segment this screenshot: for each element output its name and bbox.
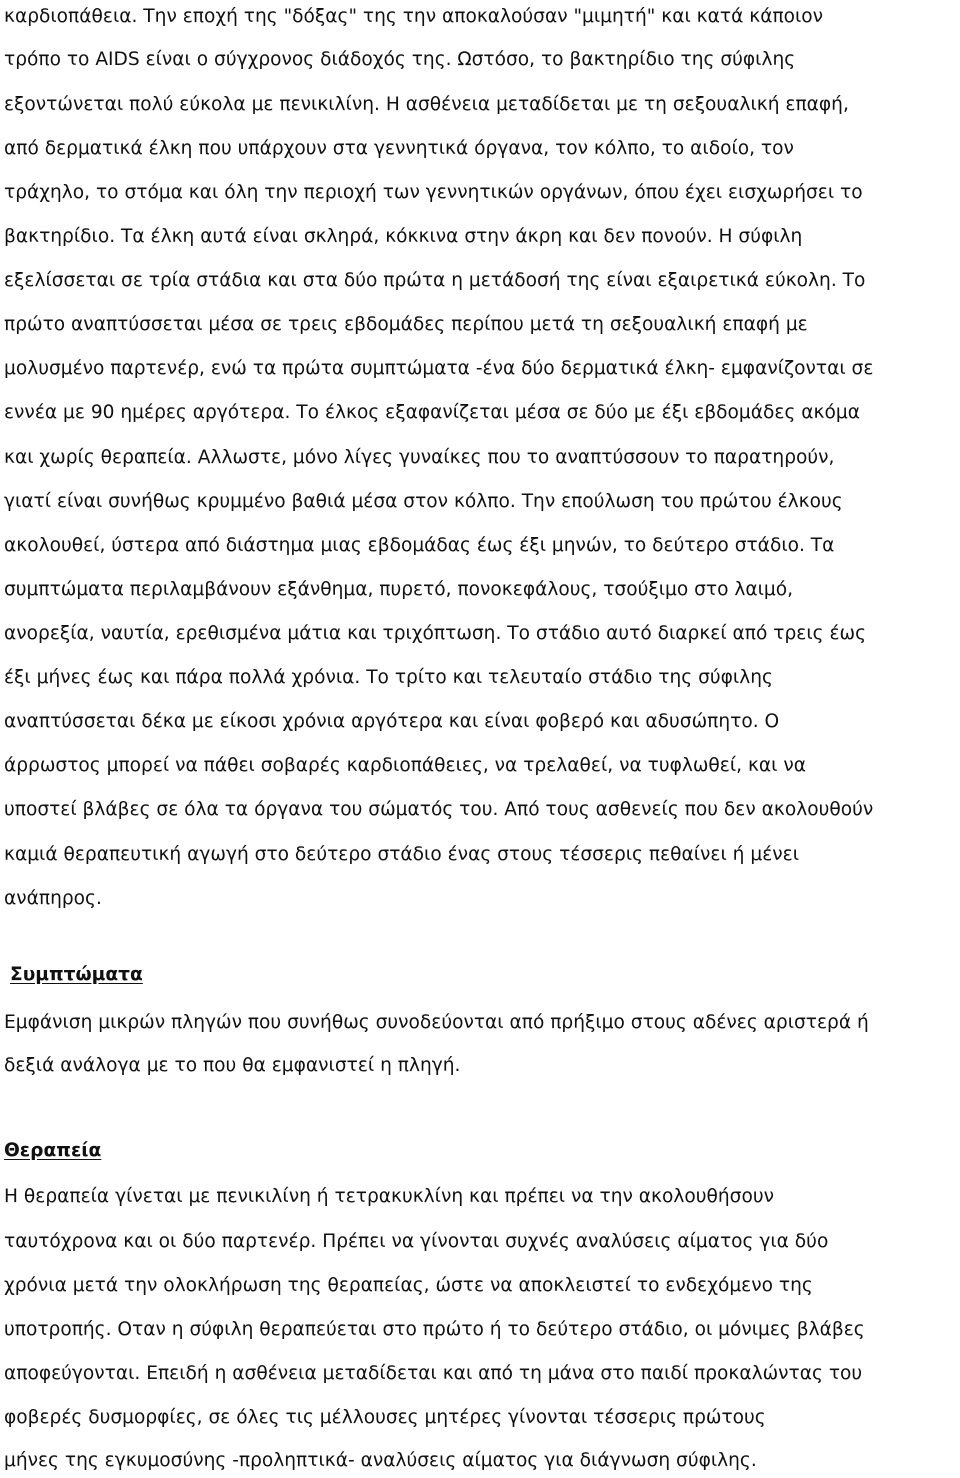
paragraph-line: καμιά θεραπευτική αγωγή στο δεύτερο στάδιο ένας στους τέσσερις πεθαίνει ή μένει: [4, 844, 799, 865]
therapy-line: χρόνια μετά την ολοκλήρωση της θεραπείας, ώστε να αποκλειστεί το ενδεχόμενο της: [4, 1275, 813, 1296]
therapy-heading: Θεραπεία: [4, 1140, 102, 1161]
therapy-line: ταυτόχρονα και οι δύο παρτενέρ. Πρέπει να γίνονται συχνές αναλύσεις αίματος για δύο: [4, 1231, 829, 1252]
paragraph-line: έξι μήνες έως και πάρα πολλά χρόνια. Το τρίτο και τελευταίο στάδιο της σύφιλης: [4, 667, 773, 688]
symptoms-heading: Συμπτώματα: [10, 964, 143, 985]
paragraph-line: τράχηλο, το στόμα και όλη την περιοχή των γεννητικών οργάνων, όπου έχει εισχωρήσει το: [4, 182, 863, 203]
paragraph-line: τρόπο το AIDS είναι ο σύγχρονος διάδοχός της. Ωστόσο, το βακτηρίδιο της σύφιλης: [4, 49, 796, 70]
paragraph-line: μολυσμένο παρτενέρ, ενώ τα πρώτα συμπτώματα -ένα δύο δερματικά έλκη- εμφανίζονται σε: [4, 358, 874, 379]
paragraph-line: ακολουθεί, ύστερα από διάστημα μιας εβδομάδας έως έξι μηνών, το δεύτερο στάδιο. Τα: [4, 535, 835, 556]
paragraph-line: πρώτο αναπτύσσεται μέσα σε τρεις εβδομάδες περίπου μετά τη σεξουαλική επαφή με: [4, 314, 808, 335]
paragraph-line: αναπτύσσεται δέκα με είκοσι χρόνια αργότερα και είναι φοβερό και αδυσώπητο. Ο: [4, 711, 780, 732]
symptoms-line: Εμφάνιση μικρών πληγών που συνήθως συνοδεύονται από πρήξιμο στους αδένες αριστερά ή: [4, 1012, 869, 1033]
paragraph-line: καρδιοπάθεια. Την εποχή της "δόξας" της την αποκαλούσαν "μιμητή" και κατά κάποιον: [4, 6, 824, 27]
therapy-line: μήνες της εγκυμοσύνης -προληπτικά- αναλύσεις αίματος για διάγνωση σύφιλης.: [4, 1450, 757, 1471]
therapy-line: αποφεύγονται. Επειδή η ασθένεια μεταδίδεται και από τη μάνα στο παιδί προκαλώντας του: [4, 1363, 863, 1384]
paragraph-line: εξελίσσεται σε τρία στάδια και στα δύο πρώτα η μετάδοσή της είναι εξαιρετικά εύκολη. Το: [4, 270, 866, 291]
therapy-line: υποτροπής. Οταν η σύφιλη θεραπεύεται στο πρώτο ή το δεύτερο στάδιο, οι μόνιμες βλάβες: [4, 1319, 865, 1340]
therapy-line: φοβερές δυσμορφίες, σε όλες τις μέλλουσες μητέρες γίνονται τέσσερις πρώτους: [4, 1407, 766, 1428]
paragraph-line: βακτηρίδιο. Τα έλκη αυτά είναι σκληρά, κόκκινα στην άκρη και δεν πονούν. Η σύφιλη: [4, 226, 803, 247]
paragraph-line: ανάπηρος.: [4, 888, 102, 909]
paragraph-line: εξοντώνεται πολύ εύκολα με πενικιλίνη. Η ασθένεια μεταδίδεται με τη σεξουαλική επαφή,: [4, 94, 849, 115]
paragraph-line: υποστεί βλάβες σε όλα τα όργανα του σώματός του. Από τους ασθενείς που δεν ακολουθούν: [4, 799, 874, 820]
paragraph-line: συμπτώματα περιλαμβάνουν εξάνθημα, πυρετό, πονοκεφάλους, τσούξιμο στο λαιμό,: [4, 579, 794, 600]
paragraph-line: άρρωστος μπορεί να πάθει σοβαρές καρδιοπάθειες, να τρελαθεί, να τυφλωθεί, και να: [4, 755, 807, 776]
paragraph-line: εννέα με 90 ημέρες αργότερα. Το έλκος εξαφανίζεται μέσα σε δύο με έξι εβδομάδες ακόμα: [4, 402, 860, 423]
paragraph-line: γιατί είναι συνήθως κρυμμένο βαθιά μέσα στον κόλπο. Την επούλωση του πρώτου έλκους: [4, 491, 843, 512]
paragraph-line: ανορεξία, ναυτία, ερεθισμένα μάτια και τριχόπτωση. Το στάδιο αυτό διαρκεί από τρεις έως: [4, 623, 866, 644]
paragraph-line: και χωρίς θεραπεία. Αλλωστε, μόνο λίγες γυναίκες που το αναπτύσσουν το παρατηρούν,: [4, 447, 835, 468]
therapy-line: Η θεραπεία γίνεται με πενικιλίνη ή τετρακυκλίνη και πρέπει να την ακολουθήσουν: [4, 1186, 774, 1207]
paragraph-line: από δερματικά έλκη που υπάρχουν στα γεννητικά όργανα, τον κόλπο, το αιδοίο, τον: [4, 138, 794, 159]
symptoms-line: δεξιά ανάλογα με το που θα εμφανιστεί η πληγή.: [4, 1055, 461, 1076]
